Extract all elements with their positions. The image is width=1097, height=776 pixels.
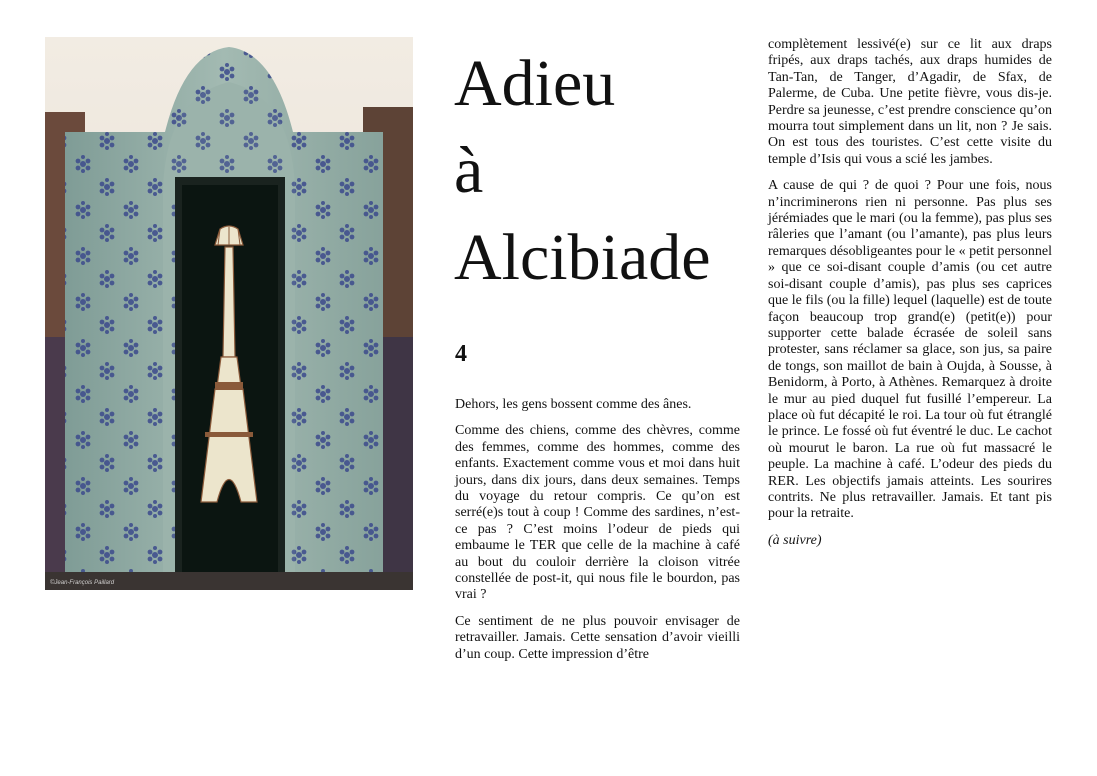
title-line-2: à	[454, 134, 484, 207]
text-column-left	[455, 397, 740, 673]
title-line-3: Alcibiade	[454, 221, 711, 294]
text-column-right	[768, 37, 1052, 559]
article-title	[454, 40, 711, 301]
article-photo	[45, 37, 413, 590]
paragraph: Comme des chiens, comme des chèvres, comme des femmes, comme des hommes, comme des enfants. Exactement comme vous et moi dans huit jours, dans dix jours, dans deux semaines. Temps du voyage du retour compris. Ce qu’on est serré(e)s tout à coup ! Comme des sardines, n’est-ce pas ? C’est moins l’odeur de pieds qui embaume le TER que celle de la machine à café au bout du couloir derrière la cloison vitrée constellée de post-it, qui nous file le bourdon, pas vrai ?	[455, 423, 740, 603]
chapter-number: 4	[455, 341, 467, 367]
photo-credit: ©Jean-François Paillard	[50, 580, 115, 586]
paragraph: complètement lessivé(e) sur ce lit aux draps fripés, aux draps tachés, aux draps humides de Tan-Tan, de Tanger, d’Agadir, de Sfax, de Palerme, de Cuba. Une petite fièvre, vous dis-je. Perdre sa jeunesse, c’est prendre conscience qu’on mourra tout simplement dans un lit, non ? Je sais. On est tous des touristes. C’est cette visite du temple d’Isis qui vous a scié les jambes.	[768, 37, 1052, 167]
paragraph: Dehors, les gens bossent comme des ânes.	[455, 397, 692, 412]
title-line-1: Adieu	[454, 47, 616, 120]
to-be-continued: (à suivre)	[768, 532, 822, 548]
doorway-illustration	[45, 37, 413, 590]
paragraph: Ce sentiment de ne plus pouvoir envisager de retravailler. Jamais. Cette sensation d’avoir vieilli d’un coup. Cette impression d’être	[455, 613, 740, 662]
paragraph: A cause de qui ? de quoi ? Pour une fois, nous n’incriminerons rien ni personne. Pas plus ses jérémiades que le mari (ou la femme), pas plus ses râleries que l’amant (ou l’amante), pas plus leurs remarques désobligeantes pour le « petit personnel » que ce soi-disant couple d’amis (ou cet autre soi-disant couple d’amis), pas plus ses caprices que le fils (ou la fille) lequel (laquelle) est de toute façon beaucoup trop grand(e) (petit(e)) pour supporter cette balade écrasée de soleil sans protester, sans réclamer sa glace, son jus, sa paire de tongs, son maillot de bain à Oujda, à Sousse, à Benidorm, à Porto, à Athènes. Remarquez à droite le mur au pied duquel fut fusillé l’empereur. La place où fut décapité le roi. La tour où fut étranglé le prince. Le fossé où fut éventré le duc. Le cachot où mourut le baron. La rue où fut massacré le peuple. La machine à café. L’odeur des pieds du RER. Les objectifs jamais atteints. Les sourires contrits. Ne plus retravailler. Jamais. Et tant pis pour la retraite.	[768, 178, 1052, 522]
